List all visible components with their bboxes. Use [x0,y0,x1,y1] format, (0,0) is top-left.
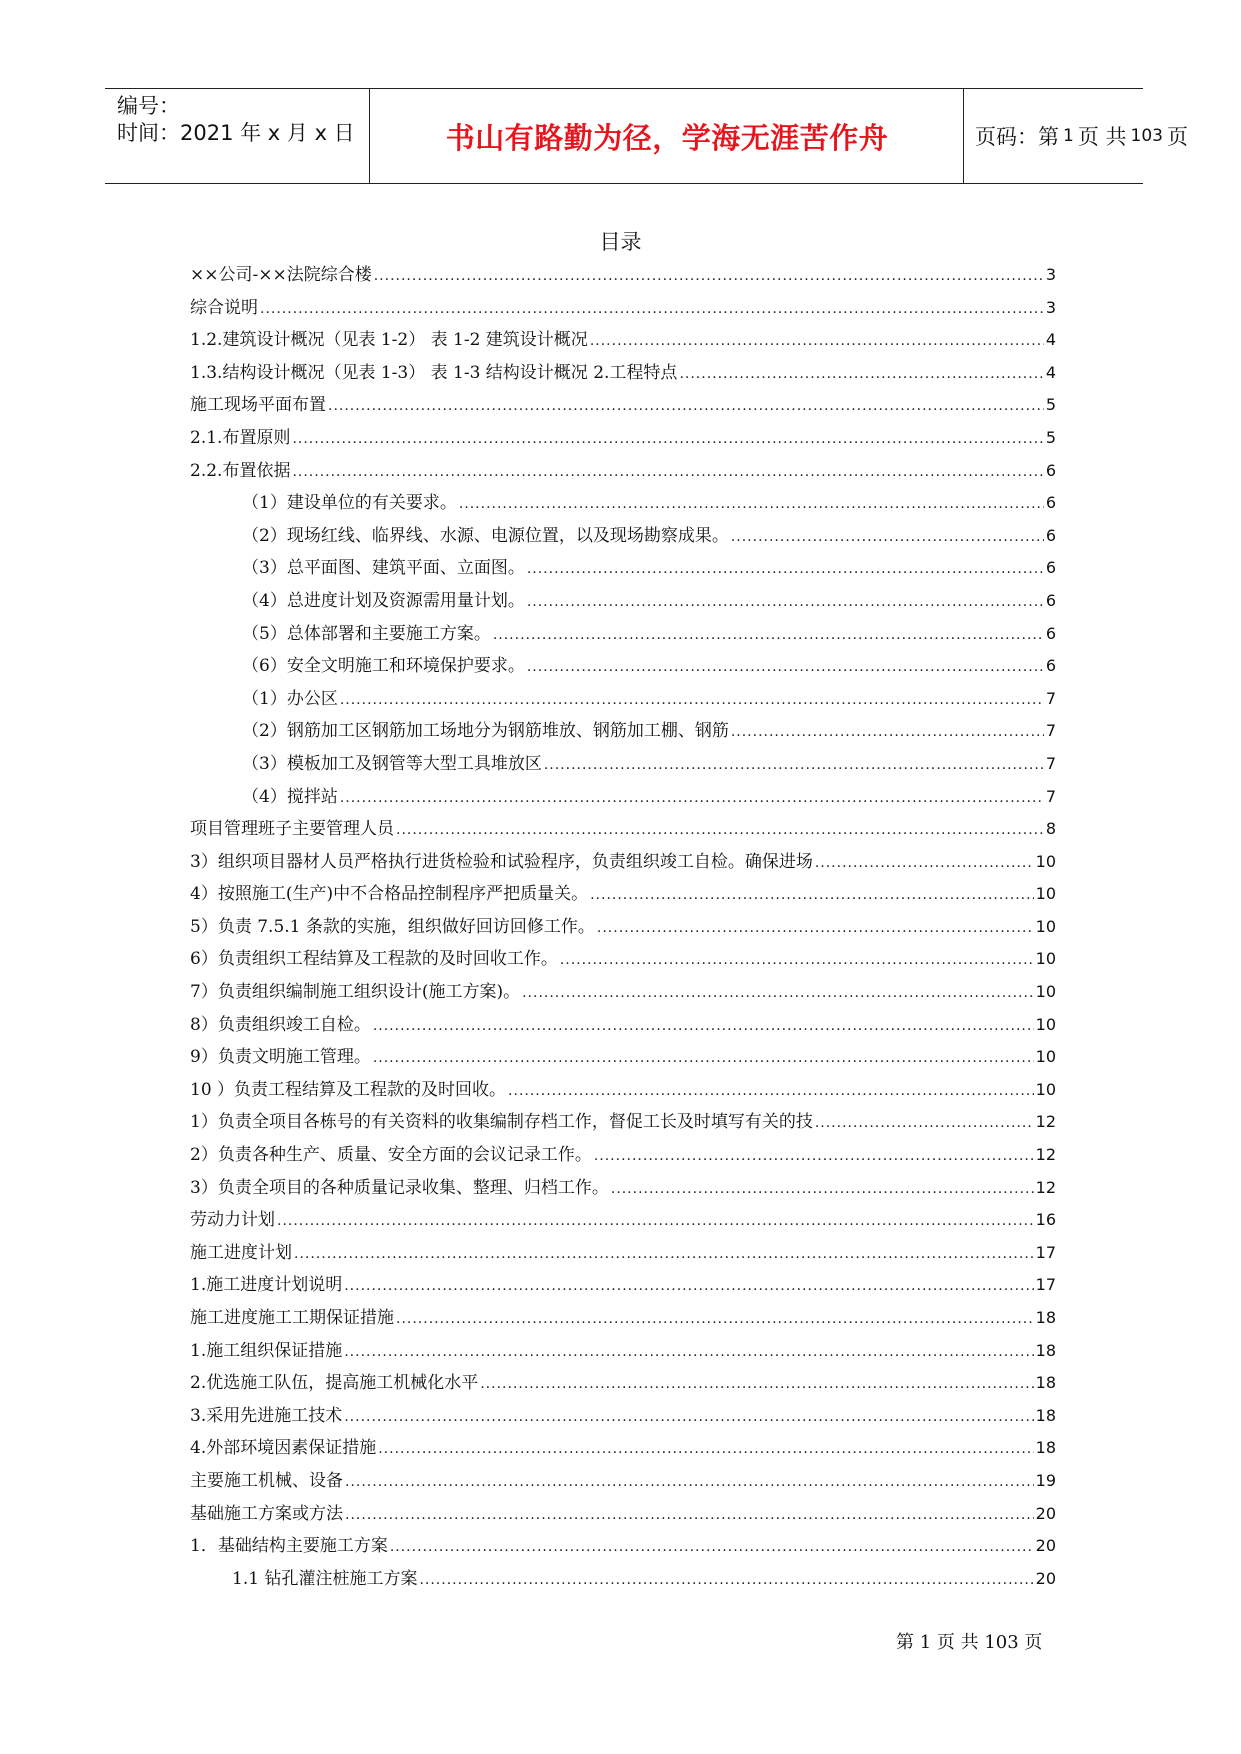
toc-entry-title: （1）建设单位的有关要求。 [242,493,457,514]
toc-entry[interactable] [190,456,1056,489]
toc-leader-dots [560,952,1034,968]
toc-entry-page: 20 [1035,1503,1056,1523]
toc-leader-dots [731,724,1044,740]
toc-entry-page: 10 [1035,1047,1056,1067]
toc-entry[interactable] [190,553,1056,586]
header-info [117,93,367,147]
toc-leader-dots [328,398,1044,414]
toc-entry-title: 8）负责组织竣工自检。 [190,1014,371,1035]
toc-entry[interactable] [190,716,1056,749]
toc-entry[interactable] [190,325,1056,358]
toc-entry[interactable] [190,1303,1056,1336]
toc-leader-dots [396,1311,1034,1327]
toc-leader-dots [522,985,1034,1001]
toc-entry-page: 10 [1035,851,1056,871]
toc-entry-title: 3.采用先进施工技术 [190,1405,343,1426]
page-suffix: 页 [1166,125,1188,149]
page-prefix: 页码：第 [975,125,1059,149]
toc-entry-page: 7 [1045,721,1056,741]
toc-entry-title: 劳动力计划 [190,1210,275,1231]
toc-entry-page: 8 [1045,819,1056,839]
toc-entry[interactable] [190,651,1056,684]
toc-entry[interactable] [190,977,1056,1010]
toc-entry-page: 20 [1035,1536,1056,1556]
toc-entry[interactable] [190,847,1056,880]
toc-leader-dots [345,1507,1034,1523]
toc-leader-dots [396,822,1044,838]
toc-leader-dots [390,1539,1034,1555]
toc-entry-page: 16 [1035,1210,1056,1230]
toc-leader-dots [493,627,1044,643]
toc-entry[interactable] [190,521,1056,554]
toc-entry-title: 1.施工组织保证措施 [190,1340,343,1361]
toc-title: 目录 [599,230,642,254]
toc-leader-dots [378,1441,1033,1457]
toc-entry-page: 4 [1045,330,1056,350]
toc-entry[interactable] [190,293,1056,326]
toc-leader-dots [731,529,1044,545]
toc-leader-dots [292,464,1043,480]
toc-entry-page: 18 [1035,1340,1056,1360]
toc-entry[interactable] [190,1042,1056,1075]
toc-entry[interactable] [190,749,1056,782]
table-of-contents [190,260,1056,1596]
toc-entry-title: 2.2.布置依据 [190,460,291,481]
toc-leader-dots [590,333,1044,349]
toc-leader-dots [374,268,1044,284]
toc-entry-title: 1.1 钻孔灌注桩施工方案 [232,1568,418,1589]
toc-entry-title: 7）负责组织编制施工组织设计(施工方案)。 [190,982,521,1003]
toc-leader-dots [373,1050,1034,1066]
toc-entry-page: 18 [1035,1405,1056,1425]
toc-entry-title: 2）负责各种生产、质量、安全方面的会议记录工作。 [190,1145,592,1166]
toc-entry-title: （6）安全文明施工和环境保护要求。 [242,656,525,677]
toc-leader-dots [344,1344,1033,1360]
toc-entry-page: 10 [1035,1079,1056,1099]
toc-entry-page: 6 [1045,460,1056,480]
toc-entry-page: 5 [1045,395,1056,415]
toc-entry-page: 10 [1035,1014,1056,1034]
toc-entry[interactable] [190,1401,1056,1434]
toc-leader-dots [597,920,1034,936]
toc-entry-title: （3）模板加工及钢管等大型工具堆放区 [242,753,542,774]
toc-leader-dots [340,692,1044,708]
header-divider [369,89,370,183]
toc-entry[interactable] [190,488,1056,521]
toc-entry[interactable] [190,879,1056,912]
toc-leader-dots [292,431,1043,447]
toc-entry-title: （2）钢筋加工区钢筋加工场地分为钢筋堆放、钢筋加工棚、钢筋 [242,721,729,742]
toc-entry-page: 18 [1035,1308,1056,1327]
toc-leader-dots [815,1115,1034,1131]
toc-entry-title: 1.施工进度计划说明 [190,1275,343,1296]
toc-entry-title: 1.3.结构设计概况（见表 1-3） 表 1-3 结构设计概况 2.工程特点 [190,362,678,383]
toc-entry-title: （2）现场红线、临界线、水源、电源位置，以及现场勘察成果。 [242,525,729,546]
toc-entry-page: 10 [1035,949,1056,969]
toc-entry[interactable] [190,423,1056,456]
toc-entry-page: 6 [1045,623,1056,643]
toc-entry-title: 6）负责组织工程结算及工程款的及时回收工作。 [190,949,558,970]
toc-leader-dots [508,1083,1034,1099]
toc-leader-dots [527,659,1044,675]
toc-entry-title: 施工进度计划 [190,1242,292,1263]
toc-entry-title: 1.2.建筑设计概况（见表 1-2） 表 1-2 建筑设计概况 [190,330,588,351]
toc-leader-dots [344,1278,1033,1294]
toc-leader-dots [419,1572,1033,1588]
toc-entry-title: （4）搅拌站 [242,786,338,807]
toc-leader-dots [594,1148,1034,1164]
toc-leader-dots [480,1376,1033,1392]
toc-entry[interactable] [190,1205,1056,1238]
toc-entry-page: 18 [1035,1438,1056,1458]
toc-entry[interactable] [190,1238,1056,1271]
toc-entry[interactable] [190,944,1056,977]
toc-entry[interactable] [190,782,1056,815]
toc-entry[interactable] [190,619,1056,652]
toc-entry-page: 6 [1045,656,1056,676]
toc-leader-dots [373,1018,1034,1034]
page-mid: 页 共 [1077,125,1127,149]
toc-entry[interactable] [190,260,1056,293]
toc-entry-page: 7 [1045,786,1056,806]
header-time-label: 时间：2021 年 x 月 x 日 [117,121,355,145]
toc-entry-title: 9）负责文明施工管理。 [190,1047,371,1068]
toc-entry[interactable] [190,1336,1056,1369]
toc-entry-page: 6 [1045,558,1056,578]
toc-leader-dots [294,1246,1034,1262]
toc-entry-page: 10 [1035,982,1056,1002]
toc-entry-page: 12 [1035,1112,1056,1132]
toc-entry[interactable] [190,1140,1056,1173]
header-divider [963,89,964,183]
toc-entry-title: 施工现场平面布置 [190,395,326,416]
document-header [105,88,1188,184]
toc-leader-dots [277,1213,1034,1229]
toc-entry-title: 3）负责全项目的各种质量记录收集、整理、归档工作。 [190,1177,609,1198]
toc-entry-title: （5）总体部署和主要施工方案。 [242,623,491,644]
header-page-info [975,89,1188,183]
toc-leader-dots [590,887,1034,903]
toc-entry-page: 12 [1035,1145,1056,1165]
toc-leader-dots [679,366,1043,382]
toc-entry[interactable] [190,1466,1056,1499]
toc-leader-dots [815,855,1034,871]
toc-leader-dots [344,1409,1033,1425]
toc-entry-page: 5 [1045,427,1056,447]
toc-entry[interactable] [190,1270,1056,1303]
toc-entry-title: 施工进度施工工期保证措施 [190,1308,394,1328]
toc-entry[interactable] [190,586,1056,619]
toc-entry[interactable] [190,1107,1056,1140]
toc-entry-title: 4）按照施工(生产)中不合格品控制程序严把质量关。 [190,884,589,905]
toc-entry-page: 4 [1045,362,1056,382]
toc-entry-page: 6 [1045,493,1056,513]
page-number: 1 [1063,126,1074,146]
toc-entry-page: 17 [1035,1275,1056,1295]
toc-entry-title: 10 ）负责工程结算及工程款的及时回收。 [190,1079,507,1100]
toc-entry-title: （1）办公区 [242,688,338,709]
toc-entry-page: 6 [1045,590,1056,610]
toc-entry-title: 1．基础结构主要施工方案 [190,1536,388,1557]
toc-entry-page: 19 [1035,1470,1056,1490]
toc-leader-dots [340,790,1044,806]
toc-entry[interactable] [190,1010,1056,1043]
toc-entry-title: （4）总进度计划及资源需用量计划。 [242,590,525,611]
toc-leader-dots [544,757,1044,773]
toc-entry-title: 2.1.布置原则 [190,427,291,448]
toc-entry-page: 20 [1035,1568,1056,1588]
toc-leader-dots [527,561,1044,577]
toc-entry[interactable] [190,1075,1056,1108]
toc-entry[interactable] [190,1433,1056,1466]
toc-leader-dots [345,1474,1034,1490]
toc-leader-dots [260,301,1044,317]
toc-entry-page: 6 [1045,525,1056,545]
toc-entry[interactable] [190,1564,1056,1597]
toc-entry[interactable] [190,1368,1056,1401]
toc-leader-dots [527,594,1044,610]
toc-entry[interactable] [190,912,1056,945]
toc-entry-title: 项目管理班子主要管理人员 [190,819,394,840]
toc-entry[interactable] [190,358,1056,391]
toc-leader-dots [611,1181,1034,1197]
toc-entry-title: 主要施工机械、设备 [190,1470,343,1491]
toc-entry-title: 综合说明 [190,297,258,318]
toc-entry-title: 3）组织项目器材人员严格执行进货检验和试验程序，负责组织竣工自检。确保进场 [190,851,813,872]
header-motto: 书山有路勤为径，学海无涯苦作舟 [445,120,889,155]
header-number-label: 编号： [117,94,180,118]
toc-entry[interactable] [190,684,1056,717]
toc-leader-dots [459,496,1044,512]
page-footer: 第 1 页 共 103 页 [896,1632,1043,1653]
toc-entry-title: （3）总平面图、建筑平面、立面图。 [242,558,525,579]
toc-entry[interactable] [190,1173,1056,1206]
toc-entry-page: 10 [1035,916,1056,936]
toc-entry[interactable] [190,390,1056,423]
toc-entry-page: 12 [1035,1177,1056,1197]
toc-entry[interactable] [190,1499,1056,1532]
toc-entry-page: 18 [1035,1373,1056,1393]
toc-entry-title: 2.优选施工队伍，提高施工机械化水平 [190,1373,479,1394]
toc-entry-title: 1）负责全项目各栋号的有关资料的收集编制存档工作，督促工长及时填写有关的技 [190,1112,813,1133]
page-total: 103 [1130,126,1163,146]
toc-entry-page: 7 [1045,688,1056,708]
toc-entry-title: 4.外部环境因素保证措施 [190,1438,377,1459]
toc-entry[interactable] [190,814,1056,847]
toc-entry-page: 3 [1045,265,1056,284]
toc-entry-page: 10 [1035,884,1056,904]
toc-entry-title: 5）负责 7.5.1 条款的实施，组织做好回访回修工作。 [190,916,595,937]
toc-entry[interactable] [190,1531,1056,1564]
toc-entry-page: 3 [1045,297,1056,317]
toc-entry-title: ××公司-××法院综合楼 [190,265,372,285]
toc-entry-page: 7 [1045,753,1056,773]
toc-entry-page: 17 [1035,1242,1056,1262]
toc-entry-title: 基础施工方案或方法 [190,1503,343,1524]
